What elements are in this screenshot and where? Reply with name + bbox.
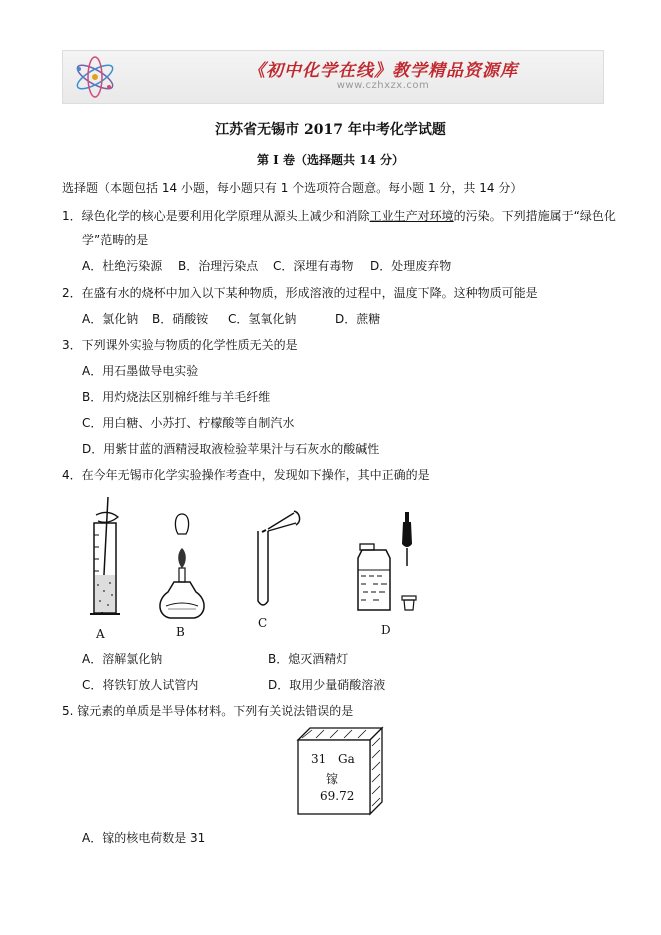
- q2-option-b: B．硝酸铵: [152, 312, 209, 326]
- banner-title: 《初中化学在线》教学精品资源库: [248, 61, 518, 81]
- q4-option-d: D．取用少量硝酸溶液: [268, 678, 386, 692]
- header-banner: [62, 50, 604, 104]
- element-symbol: Ga: [338, 752, 355, 766]
- q4-option-c: C．将铁钉放人试管内: [82, 678, 199, 692]
- section-intro: 选择题（本题包括 14 小题，每小题只有 1 个选项符合题意。每小题 1 分，共 14 分）: [62, 181, 523, 195]
- figure-label-c: C: [258, 616, 268, 630]
- exam-title: 江苏省无锡市 2017 年中考化学试题: [215, 122, 446, 138]
- cylinder-stirring-figure: [82, 495, 134, 625]
- q3-option-d: D．用紫甘蓝的酒精浸取液检验苹果汁与石灰水的酸碱性: [82, 442, 380, 456]
- figure-label-d: D: [381, 623, 391, 637]
- q1-option-a: A．杜绝污染源: [82, 259, 163, 273]
- element-atomic-mass: 69.72: [320, 789, 355, 803]
- q2-option-d: D．蔗糖: [335, 312, 381, 326]
- element-name: 镓: [326, 772, 339, 786]
- q1-stem-underlined: 工业生产对环境: [369, 209, 454, 223]
- q1-stem-part1: 1．绿色化学的核心是要利用化学原理从源头上减少和消除: [62, 209, 370, 223]
- alcohol-lamp-figure: [152, 510, 212, 625]
- q3-option-b: B．用灼烧法区别棉纤维与羊毛纤维: [82, 390, 271, 404]
- q3-stem: 3．下列课外实验与物质的化学性质无关的是: [62, 338, 298, 352]
- q3-option-c: C．用白糖、小苏打、柠檬酸等自制汽水: [82, 416, 295, 430]
- q1-stem-part2: 的污染。下列措施属于“绿色化: [453, 209, 616, 223]
- q1-stem-line2: 学”范畴的是: [82, 233, 149, 247]
- q4-option-b: B．熄灭酒精灯: [268, 652, 349, 666]
- q1-stem-line1: [62, 207, 616, 224]
- element-atomic-number: 31: [311, 752, 327, 766]
- q2-stem: 2．在盛有水的烧杯中加入以下某种物质，形成溶液的过程中，温度下降。这种物质可能是: [62, 286, 538, 300]
- figure-label-a: A: [96, 627, 105, 641]
- banner-url: www.czhxzx.com: [336, 80, 430, 91]
- section-title: 第 I 卷（选择题共 14 分）: [256, 153, 405, 167]
- q2-option-c: C．氢氧化钠: [228, 312, 297, 326]
- test-tube-tweezers-figure: [248, 505, 308, 610]
- reagent-bottle-dropper-figure: [350, 510, 425, 615]
- q5-option-a: A．镓的核电荷数是 31: [82, 831, 206, 845]
- atom-logo-icon: [69, 55, 121, 99]
- q5-stem: 5. 镓元素的单质是半导体材料。下列有关说法错误的是: [62, 704, 354, 718]
- q2-option-a: A．氯化钠: [82, 312, 139, 326]
- q1-option-b: B．治理污染点: [178, 259, 259, 273]
- q4-stem: 4．在今年无锡市化学实验操作考查中，发现如下操作，其中正确的是: [62, 468, 430, 482]
- q1-option-c: C．深埋有毒物: [273, 259, 354, 273]
- figure-label-b: B: [176, 625, 185, 639]
- q4-option-a: A．溶解氯化钠: [82, 652, 163, 666]
- q3-option-a: A．用石墨做导电实验: [82, 364, 199, 378]
- q1-option-d: D．处理废弃物: [370, 259, 452, 273]
